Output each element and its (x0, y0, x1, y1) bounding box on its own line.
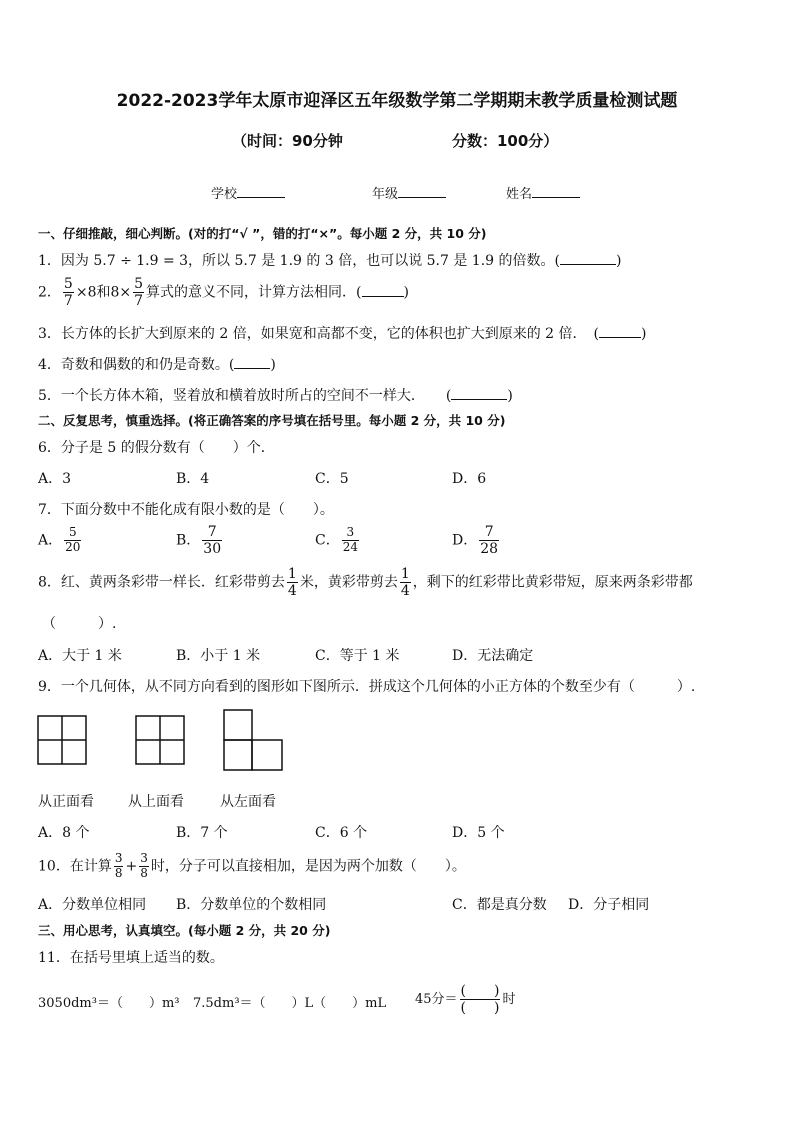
name-label: 姓名 (506, 187, 533, 202)
caption-left-view: 从左面看 (220, 794, 276, 810)
fraction-1-4: $\frac{1}{4}$ (287, 566, 297, 600)
grade-label: 年级 (372, 187, 399, 202)
answer-blank-1[interactable] (560, 264, 616, 265)
question-5-text: 5．一个长方体木箱，竖着放和横着放时所占的空间不一样大． ( (38, 388, 452, 404)
question-5: 5．一个长方体木箱，竖着放和横着放时所占的空间不一样大． ( ) (38, 388, 513, 404)
option-7c[interactable]: C． $\frac{3}{24}$ (315, 525, 358, 554)
question-3: 3．长方体的长扩大到原来的 2 倍，如果宽和高都不变，它的体积也扩大到原来的 2 倍． ( ) (38, 326, 647, 342)
caption-top-view: 从上面看 (128, 794, 184, 810)
question-2-number: 2． (38, 284, 61, 301)
fraction-5-7: $\frac{5}{7}$ (63, 276, 73, 310)
question-7: 7．下面分数中不能化成有限小数的是（ ）。 (38, 502, 334, 518)
question-11-part-a[interactable]: 3050dm³＝（ ）m³ (38, 996, 180, 1011)
top-view-grid (136, 716, 184, 764)
option-10a[interactable]: A．分数单位相同 (38, 897, 147, 913)
school-field[interactable] (211, 183, 285, 202)
left-view-grid (224, 710, 282, 770)
option-8d[interactable]: D．无法确定 (452, 648, 534, 664)
option-6b[interactable]: B．4 (176, 471, 210, 487)
exam-time: （时间：90分钟 (232, 132, 343, 150)
question-1-close: ) (615, 253, 622, 269)
section3-heading: 三、用心思考，认真填空。(每小题 2 分，共 20 分) (38, 923, 331, 938)
fraction-5-7: $\frac{5}{7}$ (134, 276, 144, 310)
question-11-part-b[interactable]: 7.5dm³＝（ ）L（ ）mL (193, 996, 387, 1011)
caption-front-view: 从正面看 (38, 794, 94, 810)
question-3-text: 3．长方体的长扩大到原来的 2 倍，如果宽和高都不变，它的体积也扩大到原来的 2 倍． ( (38, 326, 599, 342)
grade-blank[interactable] (398, 185, 446, 198)
question-10: 10．在计算 $\frac{3}{8}$ + $\frac{3}{8}$ 时，分子可以直接相加，是因为两个加数（ ）。 (38, 851, 466, 880)
section1-heading: 一、仔细推敲，细心判断。(对的打“√ ”，错的打“×”。每小题 2 分，共 10 分) (38, 226, 487, 241)
question-6: 6．分子是 5 的假分数有（ ）个． (38, 440, 275, 456)
option-10d[interactable]: D．分子相同 (568, 897, 650, 913)
fraction-7-28: $\frac{7}{28}$ (480, 524, 499, 558)
option-10b[interactable]: B．分数单位的个数相同 (176, 897, 327, 913)
option-8b[interactable]: B．小于 1 米 (176, 648, 261, 664)
option-8c[interactable]: C．等于 1 米 (315, 648, 400, 664)
option-8a[interactable]: A．大于 1 米 (38, 648, 122, 664)
fraction-1-4: $\frac{1}{4}$ (400, 566, 410, 600)
answer-blank-2[interactable] (362, 296, 404, 297)
question-4-text: 4．奇数和偶数的和仍是奇数。( (38, 357, 235, 373)
question-4: 4．奇数和偶数的和仍是奇数。( ) (38, 357, 276, 373)
views-diagram (36, 708, 296, 774)
question-8-blank[interactable]: （ ）. (42, 616, 117, 632)
option-9b[interactable]: B．7 个 (176, 825, 228, 841)
fraction-3-8: $\frac{3}{8}$ (140, 851, 148, 880)
fraction-blank[interactable]: $\frac{( )}{( )}$ (460, 983, 500, 1017)
question-9: 9．一个几何体，从不同方向看到的图形如下图所示．拼成这个几何体的小正方体的个数至少有（ ）. (38, 679, 696, 695)
option-7a[interactable]: A． $\frac{5}{20}$ (38, 525, 81, 554)
fraction-7-30: $\frac{7}{30}$ (203, 524, 222, 558)
school-label: 学校 (211, 187, 238, 202)
option-9a[interactable]: A．8 个 (38, 825, 90, 841)
answer-blank-3[interactable] (599, 337, 641, 338)
answer-blank-5[interactable] (451, 399, 507, 400)
question-2-mid: ×8和8× (75, 284, 132, 301)
question-2-text: 算式的意义不同，计算方法相同．( (146, 284, 362, 301)
option-6c[interactable]: C．5 (315, 471, 349, 487)
option-6a[interactable]: A．3 (38, 471, 72, 487)
question-11-part-c[interactable]: 45分＝ $\frac{( )}{( )}$ 时 (415, 983, 516, 1017)
question-1 (38, 250, 621, 270)
option-9d[interactable]: D．5 个 (452, 825, 505, 841)
fraction-5-20: $\frac{5}{20}$ (65, 525, 81, 554)
option-9c[interactable]: C．6 个 (315, 825, 368, 841)
school-blank[interactable] (237, 185, 285, 198)
name-blank[interactable] (532, 185, 580, 198)
question-1-text: 1．因为 5.7 ÷ 1.9 = 3，所以 5.7 是 1.9 的 3 倍，也可以说 5.7 是 1.9 的倍数。( (38, 253, 560, 269)
question-11: 11．在括号里填上适当的数。 (38, 950, 224, 966)
option-7d[interactable]: D． $\frac{7}{28}$ (452, 524, 499, 558)
grade-field[interactable] (372, 183, 446, 202)
question-8: 8．红、黄两条彩带一样长．红彩带剪去 $\frac{1}{4}$ 米，黄彩带剪去 $\frac{1}{4}$ ，剩下的红彩带比黄彩带短，原来两条彩带都 (38, 566, 693, 600)
option-6d[interactable]: D．6 (452, 471, 487, 487)
section2-heading: 二、反复思考，慎重选择。(将正确答案的序号填在括号里。每小题 2 分，共 10 分) (38, 413, 506, 428)
option-7b[interactable]: B． $\frac{7}{30}$ (176, 524, 222, 558)
front-view-grid (38, 716, 86, 764)
option-10c[interactable]: C．都是真分数 (452, 897, 547, 913)
fraction-3-8: $\frac{3}{8}$ (114, 851, 123, 880)
answer-blank-4[interactable] (234, 368, 270, 369)
page-title: 2022-2023学年太原市迎泽区五年级数学第二学期期末教学质量检测试题 (116, 91, 678, 111)
exam-score: 分数：100分） (452, 132, 559, 150)
question-2: 2． $\frac{5}{7}$ ×8和8× $\frac{5}{7}$ 算式的意义不同，计算方法相同．( ) (38, 276, 409, 310)
fraction-3-24: $\frac{3}{24}$ (342, 525, 358, 554)
name-field[interactable] (506, 183, 580, 202)
